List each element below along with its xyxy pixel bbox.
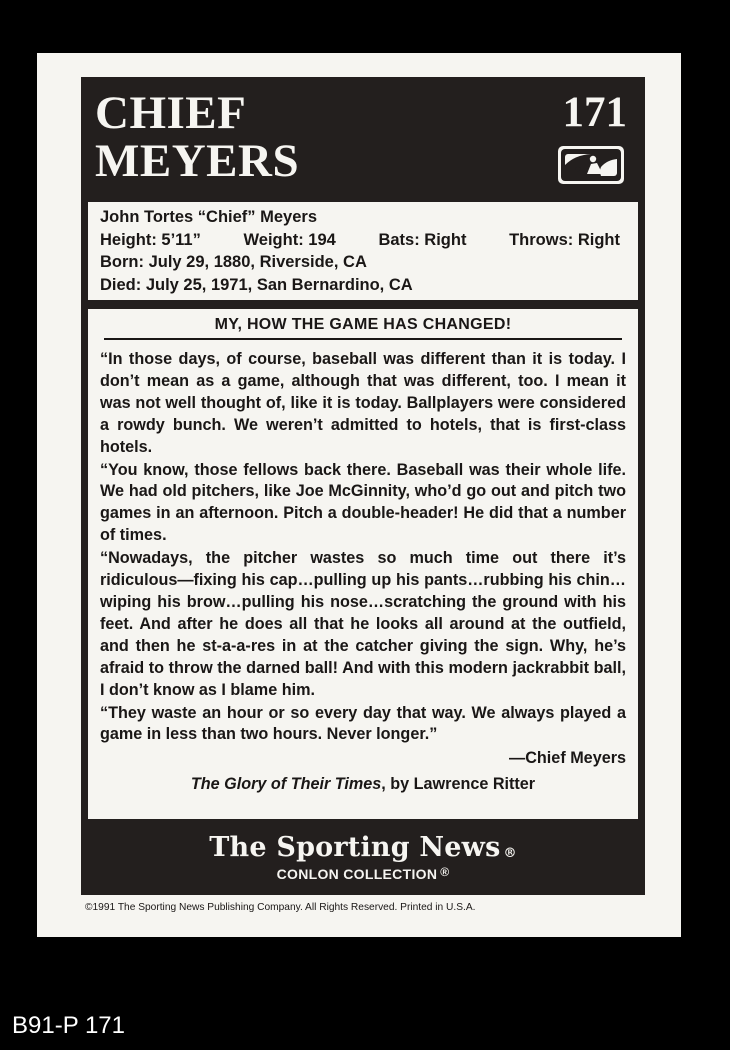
card-frame xyxy=(81,77,645,895)
bio-throws: Throws: Right xyxy=(509,230,620,249)
bio-weight: Weight: 194 xyxy=(243,230,336,249)
player-name-line1: CHIEF xyxy=(95,87,247,139)
story-paragraph: “They waste an hour or so every day that way. We always played a game in less than two hours. Never longer.” xyxy=(100,703,626,744)
player-name xyxy=(95,89,299,185)
story-box xyxy=(88,309,638,819)
bio-bats: Bats: Right xyxy=(378,230,467,249)
source-book-title: The Glory of Their Times xyxy=(190,775,382,794)
sporting-news-logo xyxy=(81,831,645,883)
story-paragraph: “You know, those fellows back there. Baseball was their whole life. We had old pitchers, like Joe McGinnity, who’d go out and pitch two games in an afternoon. Pitch a double-header! He did that a number of times. xyxy=(100,460,626,545)
trading-card-back xyxy=(37,53,681,937)
source-author: , by Lawrence Ritter xyxy=(381,775,536,794)
bio-born: Born: July 29, 1880, Riverside, CA xyxy=(100,253,367,271)
collection-name xyxy=(81,865,645,883)
bio-stats-row xyxy=(100,229,626,252)
story-title: MY, HOW THE GAME HAS CHANGED! xyxy=(104,314,622,340)
brand-wordmark: The Sporting News xyxy=(209,832,501,863)
image-caption: B91-P 171 xyxy=(12,1012,125,1039)
mlb-logo-icon xyxy=(557,145,625,185)
brand-name xyxy=(81,831,645,865)
story-paragraph: “Nowadays, the pitcher wastes so much time out there it’s ridiculous—fixing his cap…pulling up his pants…rubbing his chin…wiping his brow…pulling his nose…scratching the ground with his feet. And after he does all that he looks all around at the outfield, and then he st-a-a-res in at the catcher giving the sign. Why, he’s afraid to throw the darned ball! And with this modern jackrabbit ball, I don’t know as I blame him. xyxy=(100,549,626,699)
collection-registered-mark: ® xyxy=(440,865,450,879)
story-paragraph: “In those days, of course, baseball was different than it is today. I don’t mean as a game, although that was different, too. I mean it was not well thought of, like it is today. Ballplayers were considered a rowdy bunch. We weren’t admitted to hotels, that is first-class hotels. xyxy=(100,350,626,456)
quote-signature: —Chief Meyers xyxy=(509,749,626,768)
quote-source xyxy=(100,773,626,795)
collection-label: CONLON COLLECTION xyxy=(276,866,438,882)
bio-height: Height: 5’11” xyxy=(100,230,201,249)
brand-registered-mark: ® xyxy=(503,846,517,861)
bio-full-name: John Tortes “Chief” Meyers xyxy=(100,208,317,226)
card-number: 171 xyxy=(562,89,627,136)
copyright-line: ©1991 The Sporting News Publishing Company. All Rights Reserved. Printed in U.S.A. xyxy=(85,902,476,913)
bio-died: Died: July 25, 1971, San Bernardino, CA xyxy=(100,275,413,294)
player-name-line2: MEYERS xyxy=(95,135,300,187)
player-bio-box xyxy=(88,202,638,300)
